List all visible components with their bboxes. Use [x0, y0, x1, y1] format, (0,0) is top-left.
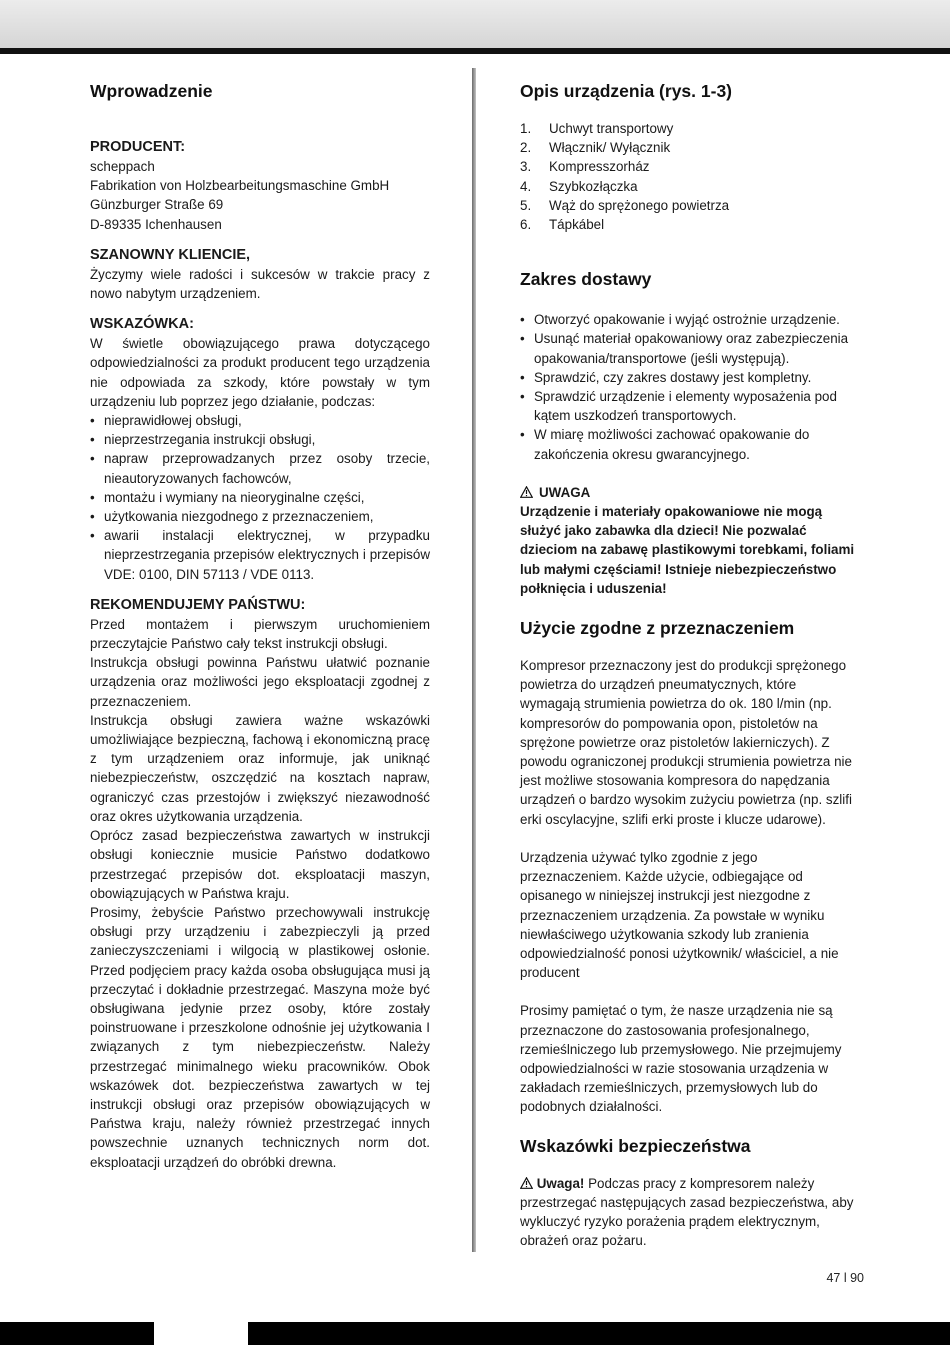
- list-item: 6. Tápkábel: [520, 217, 605, 233]
- warning-triangle-icon: [520, 486, 533, 498]
- klient-text: Życzymy wiele radości i sukcesów w trakcie pracy z nowo nabytym urządzeniem.: [90, 266, 430, 302]
- uwaga-label: UWAGA: [539, 484, 591, 500]
- list-item: • napraw przeprowadzanych przez osoby trzecie, nieautoryzowanych fachowców,: [90, 449, 430, 487]
- heading-zakres: Zakres dostawy: [520, 269, 652, 290]
- uzycie-paragraph: Urządzenia używać tylko zgodnie z jego przeznaczeniem. Każde użycie, odbiegające od opisanego w niniejszej instrukcji jest niezgodne z przeznaczeniem urządzenia. Za powstałe w wyniku niewłaściwego użytkowania szkody lub zranienia odpowiedzialność ponosi użytkownik/ właściciel, a nie producent: [520, 849, 839, 981]
- wskazowka-label: WSKAZÓWKA:: [90, 316, 194, 333]
- rekomend-paragraph: Prosimy, żebyście Państwo przechowywali instrukcję obsługi przy urządzeniu i zabezpieczyli ją przed zanieczyszczeniami i wilgocią w plastikowej osłonie. Przed podjęciem pracy każda osoba obsługująca musi ją przeczytać i dokładnie przestrzegać. Maszyna może być obsługiwana jedynie przez osoby, które zostały poinstruowane i przeszkolone odnośnie jej użytkowania I związanych z tym niebezpieczeństw. Należy przestrzegać minimalnego wieku pracowników. Obok wskazówek dot. bezpieczeństwa zawartych w tej instrukcji obsługi oraz przepisów obowiązujących w Państwa kraju, należy również przestrzegać innych powszechnie uznanych technicznych norm dot. eksploatacji urządzeń do obróbki drewna.: [90, 904, 430, 1170]
- producent-line: scheppach: [90, 159, 155, 174]
- parts-list: [520, 119, 860, 234]
- rekomend-paragraph: Instrukcja obsługi zawiera ważne wskazówki umożliwiające bezpieczną, fachową i ekonomiczną pracę z tym urządzeniem oraz informuje, jak uniknąć niebezpieczeństw, oszczędzić na kosztach napraw, ograniczyć czas przestojów i zwiększyć niezawodność oraz okres użytkowania urządzenia.: [90, 712, 430, 824]
- list-item: • montażu i wymiany na nieoryginalne części,: [90, 488, 430, 507]
- footer-bar-left: [0, 1322, 154, 1345]
- producent-line: D-89335 Ichenhausen: [90, 216, 222, 232]
- uzycie-paragraph: Prosimy pamiętać o tym, że nasze urządzenia nie są przeznaczone do zastosowania profesjonalnego, rzemieślniczego lub przemysłowego. Nie przejmujemy odpowiedzialności w razie stosowania urządzenia w zakładach rzemieślniczych, przemysłowych lub do podobnych działalności.: [520, 1003, 842, 1115]
- producent-label: PRODUCENT:: [90, 139, 186, 155]
- uwaga-text: Urządzenie i materiały opakowaniowe nie mogą służyć jako zabawka dla dzieci! Nie pozwalać dzieciom na zabawę plastikowymi torebkami, foliami lub małymi częściami! Istnieje niebezpieczeństwo połknięcia i uduszenia!: [520, 504, 855, 596]
- footer-bar-right: [248, 1322, 950, 1345]
- column-divider: [472, 68, 476, 1252]
- wskazowka-list: [90, 411, 430, 584]
- producent-line: Fabrikation von Holzbearbeitungsmaschine GmbH: [90, 178, 390, 194]
- list-item: 5. Wąż do sprężonego powietrza: [520, 197, 730, 213]
- list-item: • użytkowania niezgodnego z przeznaczeniem,: [90, 507, 430, 526]
- right-column: [520, 80, 860, 1250]
- wskazowka-text: W świetle obowiązującego prawa dotyczącego odpowiedzialności za produkt producent tego urządzenia nie odpowiada za szkody, które powstały w tym urządzeniu lub poprzez jego działanie, podczas:: [90, 336, 430, 409]
- heading-opis: Opis urządzenia (rys. 1-3): [520, 81, 733, 101]
- list-item: • W miarę możliwości zachować opakowanie do zakończenia okresu gwarancyjnego.: [520, 425, 860, 463]
- heading-wskazowki: Wskazówki bezpieczeństwa: [520, 1135, 751, 1156]
- rekomend-paragraph: Przed montażem i pierwszym uruchomieniem przeczytajcie Państwo cały tekst instrukcji obsługi.: [90, 616, 430, 652]
- rekomend-paragraph: Oprócz zasad bezpieczeństwa zawartych w instrukcji obsługi koniecznie musicie Państwo dodatkowo przestrzegać przepisów dot. eksploatacji maszyn, obowiązujących w Państwa kraju.: [90, 828, 430, 901]
- uwaga-title: [520, 483, 860, 502]
- klient-label: SZANOWNY KLIENCIE,: [90, 246, 251, 263]
- wskazowki-body: Podczas pracy z kompresorem należy przestrzegać następujących zasad bezpieczeństwa, aby wykluczyć ryzyko porażenia prądem elektrycznym, obrażeń oraz pożaru.: [520, 1175, 854, 1249]
- heading-wprowadzenie: Wprowadzenie: [90, 81, 213, 101]
- rekomend-paragraph: Instrukcja obsługi powinna Państwu ułatwić poznanie urządzenia oraz możliwości jego eksploatacji zgodnej z przeznaczeniem.: [90, 655, 430, 709]
- rekomend-label: REKOMENDUJEMY PAŃSTWU:: [90, 596, 306, 613]
- uzycie-paragraph: Kompresor przeznaczony jest do produkcji sprężonego powietrza do urządzeń pneumatycznych, które wymagają strumienia powietrza do ok. 180 l/min (np. kompresorów do pompowania opon, pistoletów na sprężone powietrze oraz pistoletów lakierniczych). Z powodu ograniczonej produkcji strumienia powietrza nie jest możliwe stosowania kompresora do napędzania urządzeń o bardzo wysokim zużyciu powietrza (np. szlifi erki oscylacyjne, szlifi erki proste i klucze udarowe).: [520, 658, 852, 827]
- heading-uzycie: Użycie zgodne z przeznaczeniem: [520, 618, 795, 639]
- list-item: 3. Kompresszorház: [520, 159, 650, 175]
- header-band: [0, 0, 950, 50]
- page-number: 47 l 90: [826, 1271, 864, 1285]
- list-item: • Otworzyć opakowanie i wyjąć ostrożnie urządzenie.: [520, 310, 860, 329]
- wskazowki-text: [520, 1174, 860, 1251]
- wskazowki-label: Uwaga!: [536, 1175, 585, 1191]
- list-item: • nieprzestrzegania instrukcji obsługi,: [90, 430, 430, 449]
- producent-line: Günzburger Straße 69: [90, 197, 224, 213]
- zakres-list: [520, 310, 860, 464]
- list-item: 2. Włącznik/ Wyłącznik: [520, 140, 671, 156]
- list-item: • Sprawdzić urządzenie i elementy wyposażenia pod kątem uszkodzeń transportowych.: [520, 387, 860, 425]
- warning-triangle-icon: [520, 1177, 533, 1189]
- left-column: [90, 80, 430, 1172]
- list-item: • nieprawidłowej obsługi,: [90, 411, 430, 430]
- list-item: • awarii instalacji elektrycznej, w przypadku nieprzestrzegania przepisów elektrycznych i przepisów VDE: 0100, DIN 57113 / VDE 0113.: [90, 526, 430, 584]
- list-item: 4. Szybkozłączka: [520, 178, 638, 194]
- list-item: 1. Uchwyt transportowy: [520, 121, 674, 136]
- header-rule: [0, 48, 950, 54]
- list-item: • Sprawdzić, czy zakres dostawy jest kompletny.: [520, 368, 860, 387]
- producent-address: [90, 157, 430, 234]
- list-item: • Usunąć materiał opakowaniowy oraz zabezpieczenia opakowania/transportowe (jeśli występują).: [520, 329, 860, 367]
